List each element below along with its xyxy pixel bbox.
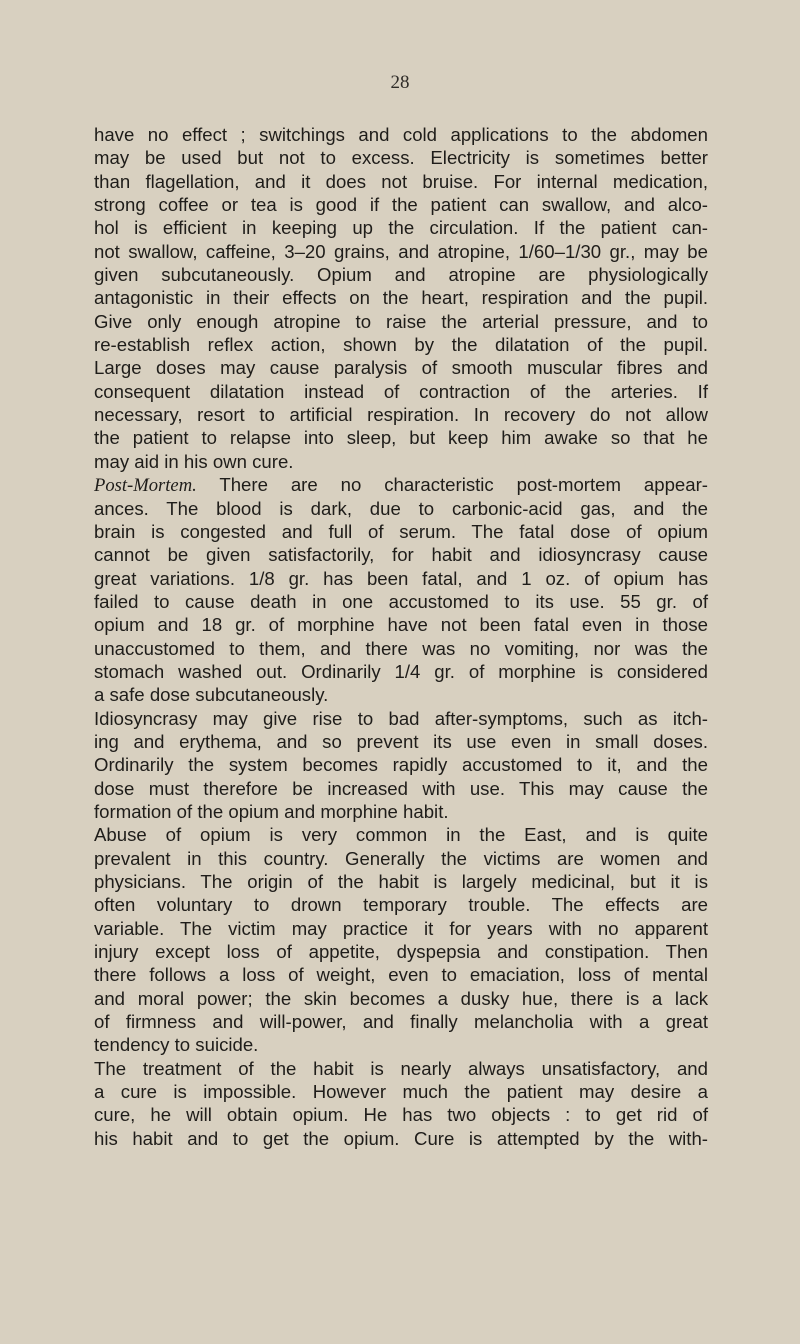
text-line: there follows a loss of weight, even to emaciation, loss of mental [94, 964, 708, 986]
text-line: the patient to relapse into sleep, but keep him awake so that he [94, 427, 708, 449]
text-line-rest: There are no characteristic post-mortem appear- [196, 474, 708, 496]
body-text [94, 123, 708, 1150]
text-line: his habit and to get the opium. Cure is attempted by the with- [94, 1127, 708, 1149]
text-line: have no effect ; switchings and cold applications to the abdomen [94, 124, 708, 145]
text-line: may be used but not to excess. Electricity is sometimes better [94, 147, 708, 169]
section-heading: Post-Mortem. [94, 475, 197, 497]
text-line: unaccustomed to them, and there was no vomiting, nor was the [94, 637, 708, 659]
text-line: hol is efficient in keeping up the circulation. If the patient can- [94, 217, 708, 239]
text-line: failed to cause death in one accustomed to its use. 55 gr. of [94, 590, 708, 612]
text-line: often voluntary to drown temporary trouble. The effects are [94, 894, 708, 916]
text-line: Idiosyncrasy may give rise to bad after-symptoms, such as itch- [94, 707, 708, 729]
text-line: variable. The victim may practice it for years with no apparent [94, 917, 708, 939]
page-number: 28 [390, 72, 410, 93]
text-line: ing and erythema, and so prevent its use even in small doses. [94, 730, 708, 752]
text-line: may aid in his own cure. [94, 450, 294, 472]
text-line: prevalent in this country. Generally the victims are women and [94, 847, 708, 869]
text-line: not swallow, caffeine, 3–20 grains, and atropine, 1/60–1/30 gr., may be [94, 240, 708, 262]
text-line [94, 473, 708, 496]
text-line: of firmness and will-power, and finally melancholia with a great [94, 1011, 708, 1033]
text-line: physicians. The origin of the habit is largely medicinal, but it is [94, 871, 708, 892]
text-line: ances. The blood is dark, due to carbonic-acid gas, and the [94, 497, 708, 519]
text-line: great variations. 1/8 gr. has been fatal, and 1 oz. of opium has [94, 567, 708, 589]
text-line: cure, he will obtain opium. He has two objects : to get rid of [94, 1104, 708, 1126]
text-line: strong coffee or tea is good if the patient can swallow, and alco- [94, 194, 708, 216]
text-line: opium and 18 gr. of morphine have not been fatal even in those [94, 614, 708, 636]
text-line: dose must therefore be increased with use. This may cause the [94, 777, 708, 799]
text-line: a safe dose subcutaneously. [94, 684, 329, 706]
text-line: injury except loss of appetite, dyspepsia and constipation. Then [94, 941, 708, 963]
text-line: antagonistic in their effects on the heart, respiration and the pupil. [94, 287, 708, 309]
text-line: and moral power; the skin becomes a dusky hue, there is a lack [94, 987, 708, 1009]
text-line: given subcutaneously. Opium and atropine are physiologically [94, 264, 708, 286]
text-line: re-establish reflex action, shown by the dilatation of the pupil. [94, 334, 708, 356]
text-line: tendency to suicide. [94, 1034, 259, 1056]
text-line: Ordinarily the system becomes rapidly accustomed to it, and the [94, 754, 708, 776]
text-line: Abuse of opium is very common in the East, and is quite [94, 824, 708, 846]
text-line: necessary, resort to artificial respiration. In recovery do not allow [94, 404, 708, 426]
text-line: consequent dilatation instead of contraction of the arteries. If [94, 380, 708, 402]
text-line: a cure is impossible. However much the patient may desire a [94, 1081, 708, 1103]
text-line: The treatment of the habit is nearly always unsatisfactory, and [94, 1057, 708, 1079]
text-line: Give only enough atropine to raise the arterial pressure, and to [94, 310, 708, 332]
text-line: Large doses may cause paralysis of smooth muscular fibres and [94, 357, 708, 379]
text-line: than flagellation, and it does not bruise. For internal medication, [94, 170, 708, 192]
text-line: brain is congested and full of serum. The fatal dose of opium [94, 520, 708, 542]
text-line: stomach washed out. Ordinarily 1/4 gr. of morphine is considered [94, 660, 708, 682]
text-line: formation of the opium and morphine habit. [94, 800, 449, 822]
text-line: cannot be given satisfactorily, for habit and idiosyncrasy cause [94, 544, 708, 566]
